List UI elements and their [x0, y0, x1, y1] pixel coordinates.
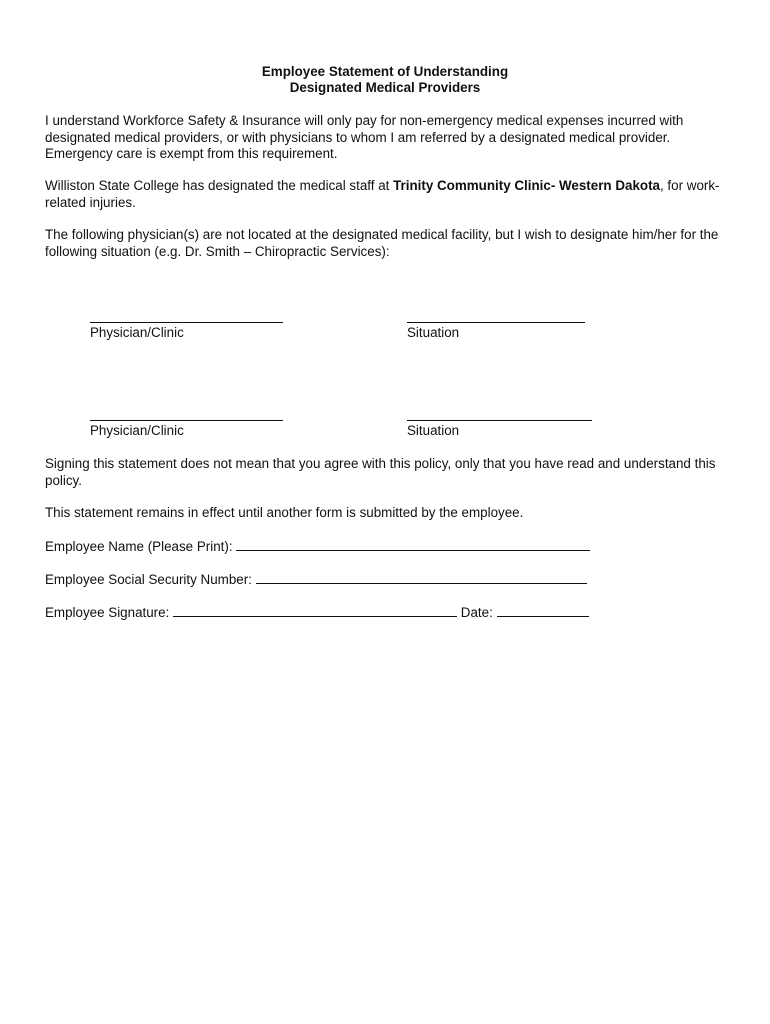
- situation-line-1[interactable]: [407, 322, 585, 323]
- signature-field[interactable]: [173, 603, 457, 617]
- situation-label-2: Situation: [407, 423, 460, 438]
- form-subtitle: Designated Medical Providers: [289, 80, 481, 95]
- physician-clinic-label-1: Physician/Clinic: [90, 325, 184, 340]
- signature-row: [45, 603, 589, 621]
- physician-clinic-line-1[interactable]: [90, 322, 283, 323]
- ssn-row: [45, 570, 587, 588]
- clinic-name: Trinity Community Clinic- Western Dakota: [393, 178, 660, 193]
- clinic-text-prefix: Williston State College has designated the medical staff at: [45, 178, 394, 193]
- employee-name-row: [45, 537, 590, 555]
- situation-line-2[interactable]: [407, 420, 592, 421]
- signature-label: Employee Signature:: [45, 605, 170, 620]
- situation-label-1: Situation: [407, 325, 460, 340]
- paragraph-signing-meaning: Signing this statement does not mean that you agree with this policy, only that you have read and understand this policy.: [45, 456, 716, 488]
- paragraph-other-physicians: The following physician(s) are not located at the designated medical facility, but I wish to designate him/her for the following situation (e.g. Dr. Smith – Chiropractic Services):: [45, 227, 719, 259]
- physician-clinic-label-2: Physician/Clinic: [90, 423, 184, 438]
- paragraph-designated-clinic: [45, 178, 735, 211]
- employee-name-label: Employee Name (Please Print):: [45, 539, 233, 554]
- physician-clinic-line-2[interactable]: [90, 420, 283, 421]
- ssn-field[interactable]: [256, 570, 587, 584]
- paragraph-statement-effect: This statement remains in effect until another form is submitted by the employee.: [45, 505, 524, 520]
- form-title: Employee Statement of Understanding: [261, 64, 509, 79]
- date-field[interactable]: [497, 603, 589, 617]
- paragraph-payment-policy: I understand Workforce Safety & Insurance will only pay for non-emergency medical expenses incurred with designated medical providers, or with physicians to whom I am referred by a designated medical provider. Emergency care is exempt from this requirement.: [45, 113, 684, 161]
- date-label: Date:: [460, 605, 493, 620]
- ssn-label: Employee Social Security Number:: [45, 572, 252, 587]
- clinic-text-suffix: , for work-related injuries.: [45, 178, 720, 210]
- employee-name-field[interactable]: [236, 537, 590, 551]
